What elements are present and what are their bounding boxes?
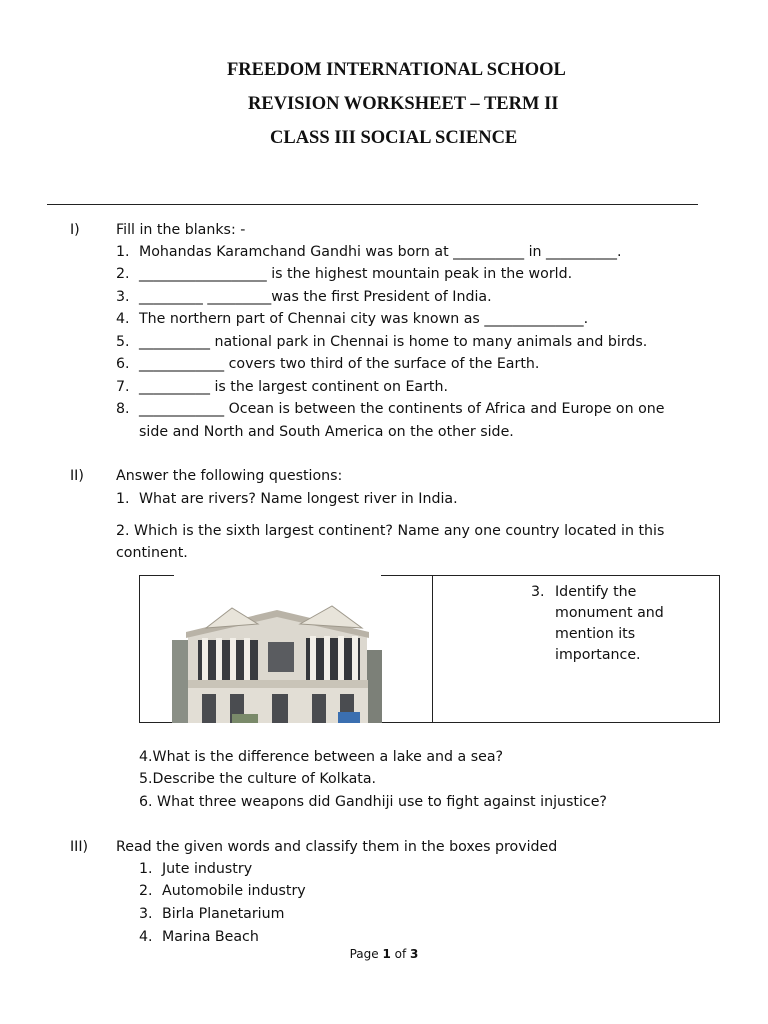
blank-item-text: Mohandas Karamchand Gandhi was born at __________ in __________. [139, 244, 622, 260]
blank-item-number: 3. [116, 289, 130, 305]
word-item-number: 3. [139, 906, 153, 922]
question-text: Identify the monument and mention its importance. [555, 584, 664, 663]
question-text: 4.What is the difference between a lake and a sea? [139, 749, 504, 765]
blank-item-text: ____________ Ocean is between the continents of Africa and Europe on one [139, 401, 665, 417]
blank-item-number: 7. [116, 379, 130, 395]
section-2-roman: II) [70, 468, 84, 484]
section-2-title: Answer the following questions: [116, 468, 343, 484]
header-divider [47, 204, 698, 205]
table-column-divider [432, 576, 433, 722]
question-text: 5.Describe the culture of Kolkata. [139, 771, 377, 787]
question-text: 6. What three weapons did Gandhiji use to fight against injustice? [139, 794, 607, 810]
word-item-text: Jute industry [162, 861, 253, 877]
word-item-number: 4. [139, 929, 153, 945]
word-item-text: Birla Planetarium [162, 906, 285, 922]
class-title: CLASS III SOCIAL SCIENCE [270, 128, 518, 148]
blank-item-number: 5. [116, 334, 130, 350]
question-text-continued: continent. [116, 545, 188, 561]
section-3-roman: III) [70, 839, 89, 855]
worksheet-title: REVISION WORKSHEET – TERM II [248, 94, 559, 114]
page-label: Page [349, 947, 383, 961]
blank-item-text: _________ _________was the first President of India. [139, 289, 492, 305]
page-of-label: of [390, 947, 411, 961]
blank-item-number: 6. [116, 356, 130, 372]
section-1-title: Fill in the blanks: - [116, 222, 246, 238]
monument-photo [172, 580, 382, 723]
blank-item-text: The northern part of Chennai city was known as ______________. [139, 311, 589, 327]
page-total: 3 [410, 947, 419, 961]
blank-item-number: 4. [116, 311, 130, 327]
blank-item-text: __________________ is the highest mountain peak in the world. [139, 266, 573, 282]
blank-item-text: ____________ covers two third of the surface of the Earth. [139, 356, 540, 372]
blank-item-text: __________ national park in Chennai is home to many animals and birds. [139, 334, 648, 350]
section-1-roman: I) [70, 222, 80, 238]
school-name: FREEDOM INTERNATIONAL SCHOOL [227, 60, 566, 80]
question-text: 2. Which is the sixth largest continent? Name any one country located in this [116, 523, 665, 539]
section-3-title: Read the given words and classify them in the boxes provided [116, 839, 558, 855]
monument-question-table [139, 575, 720, 723]
question-number: 1. [116, 491, 130, 507]
word-item-number: 1. [139, 861, 153, 877]
table-border-gap [174, 574, 381, 578]
question-number: 3. [531, 584, 545, 600]
blank-item-number: 1. [116, 244, 130, 260]
blank-item-number: 8. [116, 401, 130, 417]
blank-item-text: __________ is the largest continent on Earth. [139, 379, 449, 395]
page-footer [0, 947, 768, 961]
page-current: 1 [382, 947, 391, 961]
question-text: What are rivers? Name longest river in India. [139, 491, 458, 507]
word-item-number: 2. [139, 883, 153, 899]
word-item-text: Automobile industry [162, 883, 306, 899]
word-item-text: Marina Beach [162, 929, 259, 945]
blank-item-number: 2. [116, 266, 130, 282]
blank-item-text-continued: side and North and South America on the other side. [139, 424, 514, 440]
